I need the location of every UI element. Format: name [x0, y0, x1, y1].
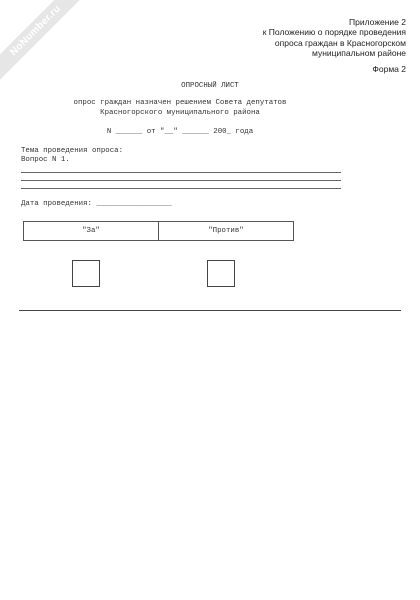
document-title: ОПРОСНЫЙ ЛИСТ: [181, 82, 239, 90]
vote-against-header: "Против": [158, 222, 293, 240]
form-number: Форма 2: [372, 64, 406, 74]
vote-for-checkbox[interactable]: [72, 260, 100, 287]
blank-line[interactable]: [21, 172, 341, 173]
decision-number-line: N ______ от "__" ______ 200_ года: [106, 128, 254, 136]
blank-line[interactable]: [21, 180, 341, 181]
subtitle-line: опрос граждан назначен решением Совета депутатов: [73, 99, 287, 107]
vote-table: [23, 221, 294, 241]
appendix-line: опроса граждан в Красногорском: [274, 37, 406, 48]
vote-against-checkbox[interactable]: [207, 260, 235, 287]
appendix-line: Приложение 2: [349, 17, 406, 27]
watermark-ribbon: NoNumber.ru: [0, 0, 92, 87]
topic-block: [21, 147, 123, 165]
appendix-block: [263, 17, 406, 59]
subtitle-line: Красногорского муниципального района: [100, 108, 260, 117]
document-subtitle: [0, 99, 360, 118]
bottom-divider: [19, 310, 401, 311]
topic-label: Тема проведения опроса:: [21, 147, 124, 155]
appendix-line: муниципальном районе: [312, 48, 406, 59]
vote-for-header: "За": [82, 227, 100, 235]
appendix-line: к Положению о порядке проведения: [262, 27, 406, 38]
blank-line[interactable]: [21, 188, 341, 189]
date-label: Дата проведения: _________________: [21, 200, 172, 208]
question-label: Вопрос N 1.: [21, 156, 70, 165]
